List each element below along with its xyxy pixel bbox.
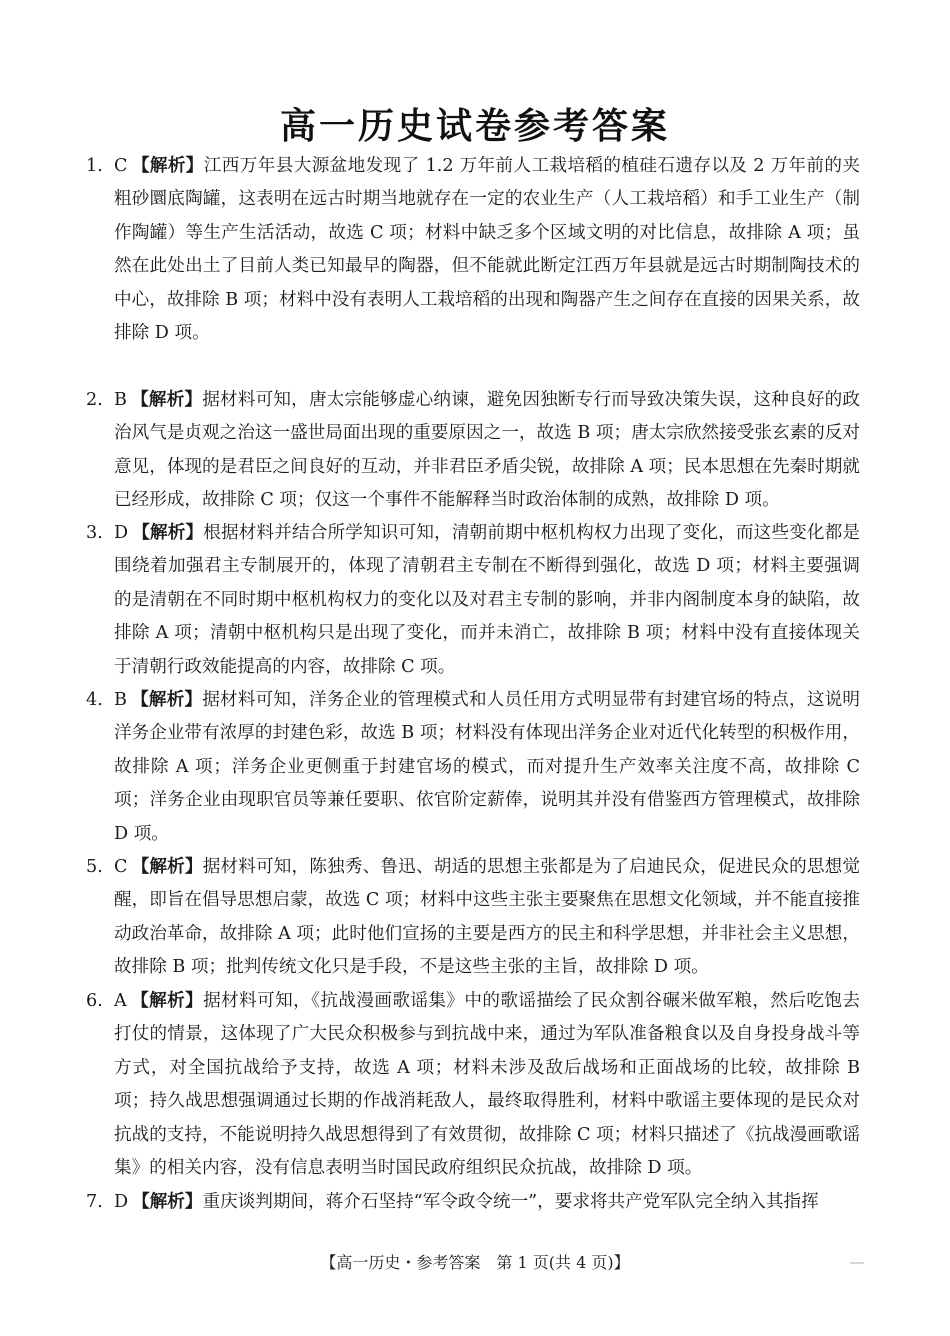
answer-choice: A [114,991,127,1011]
page-footer: 【高一历史・参考答案 第 1 页(共 4 页)】 [320,1253,630,1272]
page-title: 高一历史试卷参考答案 [279,106,670,147]
analysis-text: 重庆谈判期间，蒋介石坚持“军令政令统一”，要求将共产党军队完全纳入其指挥 [202,1192,819,1212]
answer-item [86,517,860,684]
analysis-tag: 【解析】 [130,991,204,1011]
answer-choice: D [114,523,129,543]
analysis-tag: 【解析】 [132,523,204,543]
answer-item [86,384,860,518]
question-number: 4. [86,690,103,710]
analysis-text: 据材料可知，陈独秀、鲁迅、胡适的思想主张都是为了启迪民众，促进民众的思想觉醒，即旨在倡导思想启蒙，故选 C 项；材料中这些主张主要聚焦在思想文化领域，并不能直接推动政治革命，故排除 A 项；此时他们宣扬的主要是西方的民主和科学思想，并非社会主义思想，故排除 B 项；批判传统文化只是手段，不是这些主张的主旨，故排除 D 项。 [114,857,860,978]
question-number: 7. [86,1192,103,1212]
scan-mark [850,1262,864,1264]
answer-choice: C [114,156,128,176]
question-number: 3. [86,523,103,543]
analysis-text: 江西万年县大源盆地发现了 1.2 万年前人工栽培稻的植硅石遗存以及 2 万年前的夹粗砂圜底陶罐，这表明在远古时期当地就存在一定的农业生产（人工栽培稻）和手工业生产（制作陶罐）等生产生活活动，故选 C 项；材料中缺乏多个区域文明的对比信息，故排除 A 项；虽然在此处出土了目前人类已知最早的陶器，但不能就此断定江西万年县就是远古时期制陶技术的中心，故排除 B 项；材料中没有表明人工栽培稻的出现和陶器产生之间存在直接的因果关系，故排除 D 项。 [114,156,860,344]
answer-item [86,985,860,1185]
analysis-text: 据材料可知，《抗战漫画歌谣集》中的歌谣描绘了民众割谷碾米做军粮，然后吃饱去打仗的情景，这体现了广大民众积极参与到抗战中来，通过为军队准备粮食以及自身投身战斗等方式，对全国抗战给予支持，故选 A 项；材料未涉及敌后战场和正面战场的比较，故排除 B 项；持久战思想强调通过长期的作战消耗敌人，最终取得胜利，材料中歌谣主要体现的是民众对抗战的支持，不能说明持久战思想得到了有效贯彻，故排除 C 项；材料只描述了《抗战漫画歌谣集》的相关内容，没有信息表明当时国民政府组织民众抗战，故排除 D 项。 [114,991,860,1179]
analysis-tag: 【解析】 [132,1192,203,1212]
question-number: 6. [86,991,103,1011]
analysis-tag: 【解析】 [130,390,203,410]
answer-item [86,684,860,851]
question-number: 5. [86,857,103,877]
answer-choice: C [114,857,128,877]
answer-item [86,150,860,350]
answer-item [86,851,860,985]
analysis-tag: 【解析】 [131,857,203,877]
answer-choice: B [114,690,127,710]
answer-choice: D [114,1192,129,1212]
analysis-text: 根据材料并结合所学知识可知，清朝前期中枢机构权力出现了变化，而这些变化都是围绕着加强君主专制展开的，体现了清朝君主专制在不断得到强化，故选 D 项；材料主要强调的是清朝在不同时期中枢机构权力的变化以及对君主专制的影响，并非内阁制度本身的缺陷，故排除 A 项；清朝中枢机构只是出现了变化，而并未消亡，故排除 B 项；材料中没有直接体现关于清朝行政效能提高的内容，故排除 C 项。 [114,523,860,677]
answer-item [86,1186,860,1219]
question-number: 1. [86,156,103,176]
analysis-text: 据材料可知，唐太宗能够虚心纳谏，避免因独断专行而导致决策失误，这种良好的政治风气是贞观之治这一盛世局面出现的重要原因之一，故选 B 项；唐太宗欣然接受张玄素的反对意见，体现的是君臣之间良好的互动，并非君臣矛盾尖锐，故排除 A 项；民本思想在先秦时期就已经形成，故排除 C 项；仅这一个事件不能解释当时政治体制的成熟，故排除 D 项。 [114,390,860,511]
analysis-tag: 【解析】 [131,156,204,176]
answer-choice: B [114,390,127,410]
analysis-tag: 【解析】 [130,690,203,710]
analysis-text: 据材料可知，洋务企业的管理模式和人员任用方式明显带有封建官场的特点，这说明洋务企业带有浓厚的封建色彩，故选 B 项；材料没有体现出洋务企业对近代化转型的积极作用，故排除 A 项；洋务企业更侧重于封建官场的模式，而对提升生产效率关注度不高，故排除 C 项；洋务企业由现职官员等兼任要职、依官阶定薪俸，说明其并没有借鉴西方管理模式，故排除 D 项。 [114,690,860,844]
question-number: 2. [86,390,103,410]
